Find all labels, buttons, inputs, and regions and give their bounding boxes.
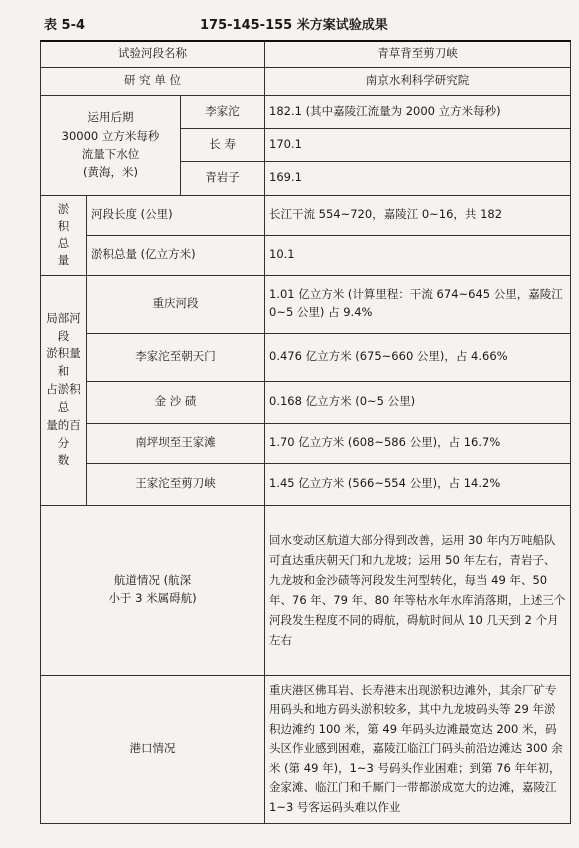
- jiandaoxia-value: 1.45 亿立方米 (566~554 公里)，占 14.2%: [265, 463, 571, 505]
- lijiatuo-label: 李家沱: [181, 95, 265, 128]
- jinshabi-value: 0.168 亿立方米 (0~5 公里): [265, 381, 571, 423]
- table-row: [41, 463, 571, 505]
- changshou-label: 长 寿: [181, 128, 265, 161]
- table-row: [41, 423, 571, 463]
- wangjiatan-value: 1.70 亿立方米 (608~586 公里)，占 16.7%: [265, 423, 571, 463]
- reach-length-value: 长江干流 554~720，嘉陵江 0~16，共 182: [265, 195, 571, 235]
- table-row: [41, 675, 571, 823]
- table-row: [41, 275, 571, 333]
- chaotianmen-value: 0.476 亿立方米 (675~660 公里)，占 4.66%: [265, 333, 571, 381]
- results-table: [40, 40, 571, 824]
- table-row: [41, 41, 571, 67]
- reach-length-label: 河段长度 (公里): [87, 195, 265, 235]
- percentage-label: 局部河段 淤积量和 占淤积总 量的百分 数: [41, 275, 87, 505]
- port-label: 港口情况: [41, 675, 265, 823]
- wangjiatan-label: 南坪坝至王家滩: [87, 423, 265, 463]
- water-level-label: 运用后期 30000 立方米每秒 流量下水位 (黄海，米): [41, 95, 181, 195]
- reach-name-label: 试验河段名称: [41, 41, 265, 67]
- table-row: [41, 381, 571, 423]
- research-unit-label: 研 究 单 位: [41, 67, 265, 95]
- silt-amount-label: 淤积总量 (亿立方米): [87, 235, 265, 275]
- table-row: [41, 333, 571, 381]
- qingyanzi-label: 青岩子: [181, 161, 265, 195]
- table-row: [41, 195, 571, 235]
- table-row: [41, 235, 571, 275]
- chongqing-label: 重庆河段: [87, 275, 265, 333]
- research-unit-value: 南京水利科学研究院: [265, 67, 571, 95]
- table-row: [41, 67, 571, 95]
- table-number: 表 5-4: [44, 18, 86, 33]
- port-value: 重庆港区佛耳岩、长寿港末出现淤积边滩外，其余厂矿专用码头和地方码头淤积较多，其中九龙坡码头等 29 年淤积边滩约 100 米，第 49 年码头边滩最宽达 200 米，码头区作业感到困难，嘉陵江临江门码头前沿边滩达 300 余米 (第 49 年)，1~3 号码头作业困难；到第 76 年年初，金家滩、临江门和千厮门一带都淤成宽大的边滩，嘉陵江 1~3 号客运码头难以作业: [265, 675, 571, 823]
- jinshabi-label: 金 沙 碛: [87, 381, 265, 423]
- changshou-value: 170.1: [265, 128, 571, 161]
- table-row: [41, 505, 571, 675]
- silt-total-label: 淤 积 总 量: [41, 195, 87, 275]
- navigation-value: 回水变动区航道大部分得到改善，运用 30 年内万吨船队可直达重庆朝天门和九龙坡；运用 50 年左右，青岩子、九龙坡和金沙碛等河段发生河型转化，每当 49 年、50 年、76 年、79 年、80 年等枯水年水库消落期，上述三个河段发生程度不同的碍航，碍航时间从 10 几天到 2 个月左右: [265, 505, 571, 675]
- silt-amount-value: 10.1: [265, 235, 571, 275]
- reach-name-value: 青草背至剪刀峡: [265, 41, 571, 67]
- jiandaoxia-label: 王家沱至剪刀峡: [87, 463, 265, 505]
- chaotianmen-label: 李家沱至朝天门: [87, 333, 265, 381]
- table-row: [41, 95, 571, 128]
- lijiatuo-value: 182.1 (其中嘉陵江流量为 2000 立方米每秒): [265, 95, 571, 128]
- chongqing-value: 1.01 亿立方米 (计算里程：干流 674~645 公里，嘉陵江 0~5 公里) 占 9.4%: [265, 275, 571, 333]
- navigation-label: 航道情况 (航深 小于 3 米属碍航): [41, 505, 265, 675]
- table-title: 175-145-155 米方案试验成果: [200, 18, 388, 33]
- table-header: [0, 10, 579, 38]
- qingyanzi-value: 169.1: [265, 161, 571, 195]
